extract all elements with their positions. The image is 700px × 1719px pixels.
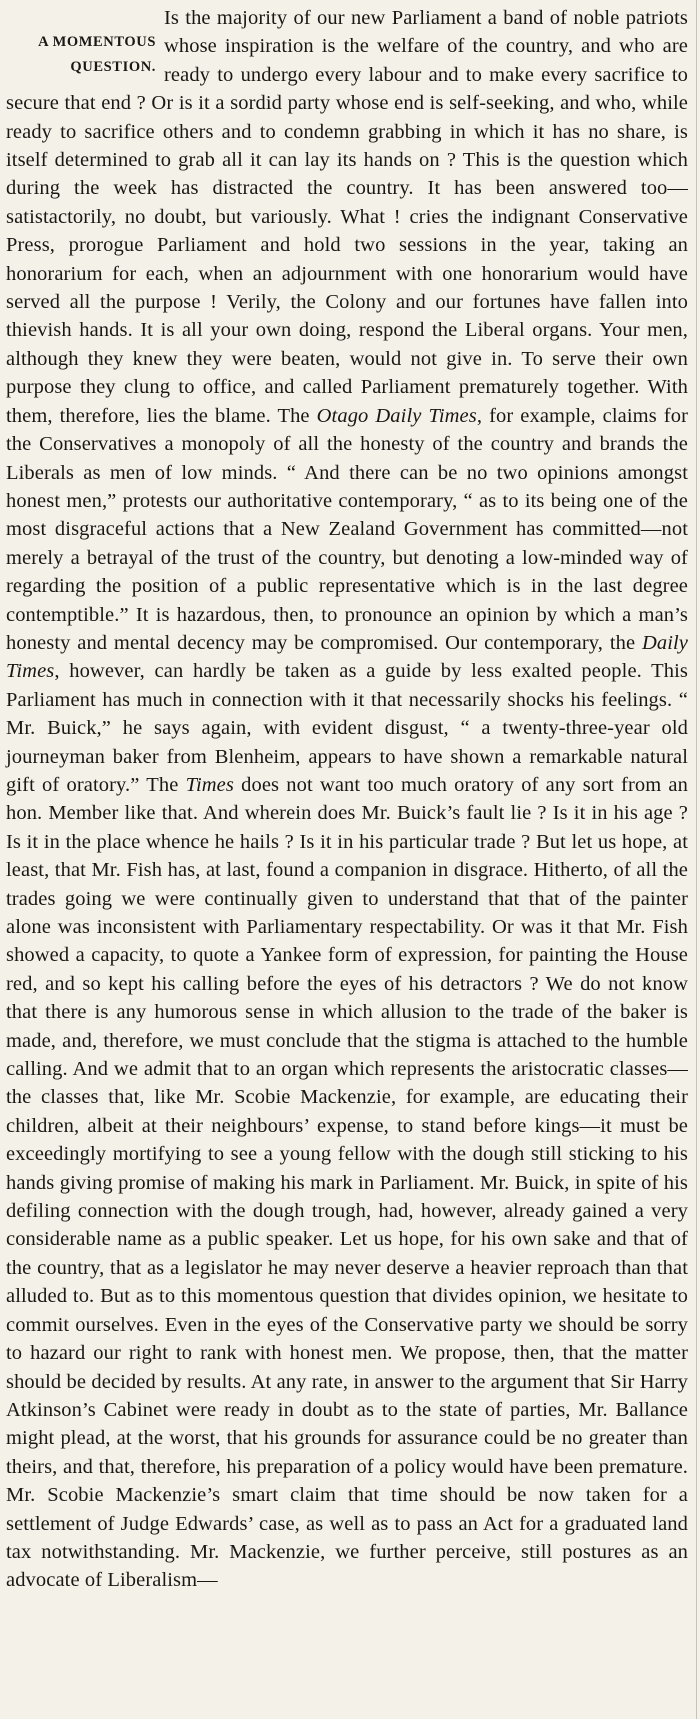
article-body xyxy=(6,4,688,1595)
body-text-1: Is the majority of our new Parliament a band of noble patriots whose inspiration is the welfare of the country, and who are ready to undergo every labour and to make every sacrifice to secure that end ? Or is it a sordid party whose end is self-seeking, and who, while ready to sacrifice others and to condemn grabbing in which it has no share, is itself determined to grab all it can lay its hands on ? This is the question which during the week has distracted the country. It has been answered too—satistactorily, no doubt, but variously. What ! cries the indignant Conservative Press, prorogue Parliament and hold two sessions in the year, taking an honorarium for each, when an adjournment with one honorarium would have served all the purpose ! Verily, the Colony and our fortunes have fallen into thievish hands. It is all your own doing, respond the Liberal organs. Your men, although they knew they were beaten, would not give in. To serve their own purpose they clung to office, and called Parliament prematurely together. With them, therefore, lies the blame. The xyxy=(6,7,688,427)
headline-line-1: A MOMENTOUS xyxy=(38,34,156,50)
newspaper-title-times: Times xyxy=(185,773,234,796)
body-text-2: , for example, claims for the Conservatives a monopoly of all the honesty of the country and brands the Liberals as men of low minds. “ And there can be no two opinions amongst honest men,” protests our authoritative contemporary, “ as to its being one of the most disgraceful actions that a New Zealand Government has committed—not merely a betrayal of the trust of the country, but denoting a low-minded way of regarding the position of a public representative which is in the last degree contemptible.” It is hazardous, then, to pronounce an opinion by which a man’s honesty and mental decency may be compromised. Our contemporary, the xyxy=(6,404,689,654)
body-text-3: , however, can hardly be taken as a guide by less exalted people. This Parliament has much in connection with it that necessarily shocks his feelings. “ Mr. Buick,” he says again, with evident disgust, “ a twenty-three-year old journeyman baker from Blenheim, appears to have shown a remarkable natural gift of oratory.” The xyxy=(6,660,688,796)
newspaper-title-otago-daily-times: Otago Daily Times xyxy=(316,404,477,427)
article-headline xyxy=(6,30,156,80)
column-edge-rule xyxy=(696,0,697,1719)
article xyxy=(6,4,688,1595)
body-text-4: does not want too much oratory of any sort from an hon. Member like that. And wherein does Mr. Buick’s fault lie ? Is it in his age ? Is it in the place whence he hails ? Is it in his particular trade ? But let us hope, at least, that Mr. Fish has, at last, found a companion in disgrace. Hitherto, of all the trades going we were continually given to understand that that of the painter alone was inconsistent with Parliamentary respectability. Or was it that Mr. Fish showed a capacity, to quote a Yankee form of expression, for painting the House red, and so kept his calling before the eyes of his detractors ? We do not know that there is any humorous sense in which allusion to the trade of the baker is made, and, therefore, we must conclude that the stigma is attached to the humble calling. And we admit that to an organ which represents the aristocratic classes—the classes that, like Mr. Scobie Mackenzie, for example, are educating their children, albeit at their neighbours’ expense, to stand before kings—it must be exceedingly mortifying to see a young fellow with the dough still sticking to his hands giving promise of making his mark in Parliament. Mr. Buick, in spite of his defiling connection with the dough trough, had, however, already gained a very considerable name as a public speaker. Let us hope, for his own sake and that of the country, that as a legislator he may never deserve a heavier reproach than that alluded to. But as to this momentous question that divides opinion, we hesitate to commit ourselves. Even in the eyes of the Conservative party we should be sorry to hazard our right to rank with honest men. We propose, then, that the matter should be decided by results. At any rate, in answer to the argument that Sir Harry Atkinson’s Cabinet were ready in doubt as to the state of parties, Mr. Ballance might plead, at the worst, that his grounds for assurance could be no greater than theirs, and that, therefore, his preparation of a policy would have been premature. Mr. Scobie Mackenzie’s smart claim that time should be now taken for a settlement of Judge Edwards’ case, as well as to pass an Act for a graduated land tax notwithstanding. Mr. Mackenzie, we further perceive, still postures as an advocate of Liberalism— xyxy=(6,773,688,1592)
headline-line-2: QUESTION. xyxy=(70,59,156,75)
newspaper-title-daily-times: Daily Times xyxy=(6,631,688,683)
